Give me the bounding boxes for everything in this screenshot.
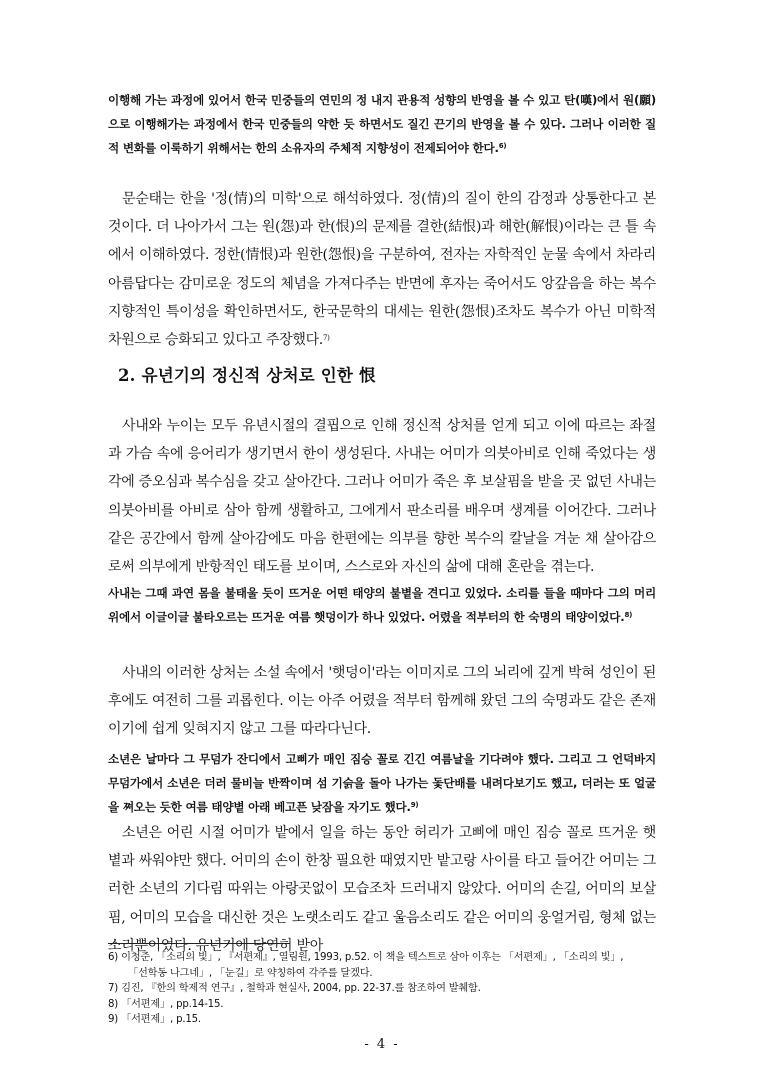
paragraph-4-text: 소년은 어린 시절 어미가 밭에서 일을 하는 동안 허리가 고삐에 매인 짐승 꼴로 뜨거운 햇볕과 싸워야만 했다. 어미의 손이 한창 필요한 때였지만 밭고랑 사이를 타고 들어간 어미는 그러한 소년의 기다림 따위는 아랑곳없이 모습조차 드러내지 않았다. 어미의 손길, 어미의 보살핌, 어미의 모습을 대신한 것은 노랫소리도 같고 울음소리도 같은 어미의 웅얼거림, 형체 없는 소리뿐이었다. 유년기에 당연히 받아	[108, 825, 656, 954]
paragraph-2	[108, 412, 656, 581]
footnote-ref-7: 7)	[322, 334, 330, 343]
section-heading: 2. 유년기의 정신적 상처로 인한 恨	[118, 366, 376, 385]
quote-3-text: 소년은 날마다 그 무덤가 잔디에서 고삐가 매인 짐승 꼴로 긴긴 여름날을 기다려야 했다. 그리고 그 언덕바지 무덤가에서 소년은 더러 물비늘 반짝이며 섬 기슭을 돌아 나가는 돛단배를 내려다보기도 했고, 더러는 또 얼굴을 쪄오는 듯한 여름 태양볕 아래 베고픈 낮잠을 자기도 했다.	[108, 752, 656, 814]
footnote-6-continued: 「선학동 나그네」, 「눈길」로 약칭하여 각주를 달겠다.	[128, 967, 373, 979]
quote-1-text: 이행해 가는 과정에 있어서 한국 민중들의 연민의 정 내지 관용적 성향의 반영을 볼 수 있고 탄(嘆)에서 원(願)으로 이행해가는 과정에서 한국 민중들의 약한 듯 하면서도 질긴 끈기의 반영을 볼 수 있다. 그러나 이러한 질적 변화를 이룩하기 위해서는 한의 소유자의 주체적 지향성이 전제되어야 한다.	[108, 93, 656, 155]
paragraph-3-text: 사내의 이러한 상처는 소설 속에서 '햇덩이'라는 이미지로 그의 뇌리에 깊게 박혀 성인이 된 후에도 여전히 그를 괴롭힌다. 이는 아주 어렸을 적부터 함께해 왔던 그의 숙명과도 같은 존재이기에 쉽게 잊혀지지 않고 그를 따라다닌다.	[108, 665, 656, 738]
paragraph-3	[108, 659, 656, 744]
footnote-7: 7) 김진, 『한의 학제적 연구』, 철학과 현실사, 2004, pp. 22-37.를 참조하여 발췌함.	[108, 983, 481, 995]
paragraph-4	[108, 819, 656, 960]
paragraph-2-text: 사내와 누이는 모두 유년시절의 결핍으로 인해 정신적 상처를 얻게 되고 이에 따르는 좌절과 가슴 속에 응어리가 생기면서 한이 생성된다. 사내는 어미가 의붓아비로 인해 죽었다는 생각에 증오심과 복수심을 갖고 살아간다. 그러나 어미가 죽은 후 보살핌을 받을 곳 없던 사내는 의붓아비를 아비로 삼아 함께 생활하고, 그에게서 판소리를 배우며 생계를 이어간다. 그러나 같은 공간에서 함께 살아감에도 마음 한편에는 의부를 향한 복수의 칼날을 겨눈 채 살아감으로써 의부에게 반항적인 태도를 보이며, 스스로와 자신의 삶에 대해 혼란을 겪는다.	[108, 418, 656, 576]
page-number: - 4 -	[364, 1037, 400, 1052]
footnotes	[108, 950, 668, 1028]
quote-2-text: 사내는 그때 과연 몸을 불태울 듯이 뜨거운 어떤 태양의 불볕을 견디고 있었다. 소리를 들을 때마다 그의 머리 위에서 이글이글 불타오르는 뜨거운 여름 햇덩이가 하나 있었다. 어렸을 적부터의 한 숙명의 태양이었다.	[108, 586, 656, 624]
footnote-9: 9) 「서편제」, p.15.	[108, 1014, 201, 1026]
footnote-8: 8) 「서편제」, pp.14-15.	[108, 998, 224, 1010]
footnote-separator	[108, 943, 290, 944]
footnote-ref-6: 6)	[498, 142, 507, 150]
block-quote-1	[108, 88, 656, 160]
footnote-6: 6) 이청준, 「소리의 빛」, 『서편제』, 열림원, 1993, p.52. 이 책을 텍스트로 삼아 이후는 「서편제」, 「소리의 빛」,	[108, 952, 624, 963]
paragraph-1-text: 문순태는 한을 '정(情)의 미학'으로 해석하였다. 정(情)의 질이 한의 감정과 상통한다고 본 것이다. 더 나아가서 그는 원(怨)과 한(恨)의 문제를 결한(結恨)과 해한(解恨)이라는 큰 틀 속에서 이해하였다. 정한(情恨)과 원한(怨恨)을 구분하여, 전자는 자학적인 눈물 속에서 차라리 아름답다는 감미로운 정도의 체념을 가져다주는 반면에 후자는 죽어서도 앙갚음을 하는 복수지향적인 특이성을 확인하면서도, 한국문학의 대세는 원한(怨恨)조차도 복수가 아닌 미학적 차원으로 승화되고 있다고 주장했다.	[108, 191, 656, 349]
footnote-ref-8: 8)	[624, 611, 633, 619]
block-quote-2	[108, 581, 656, 629]
block-quote-3	[108, 747, 656, 819]
footnote-ref-9: 9)	[410, 801, 419, 809]
paragraph-1	[108, 185, 656, 354]
